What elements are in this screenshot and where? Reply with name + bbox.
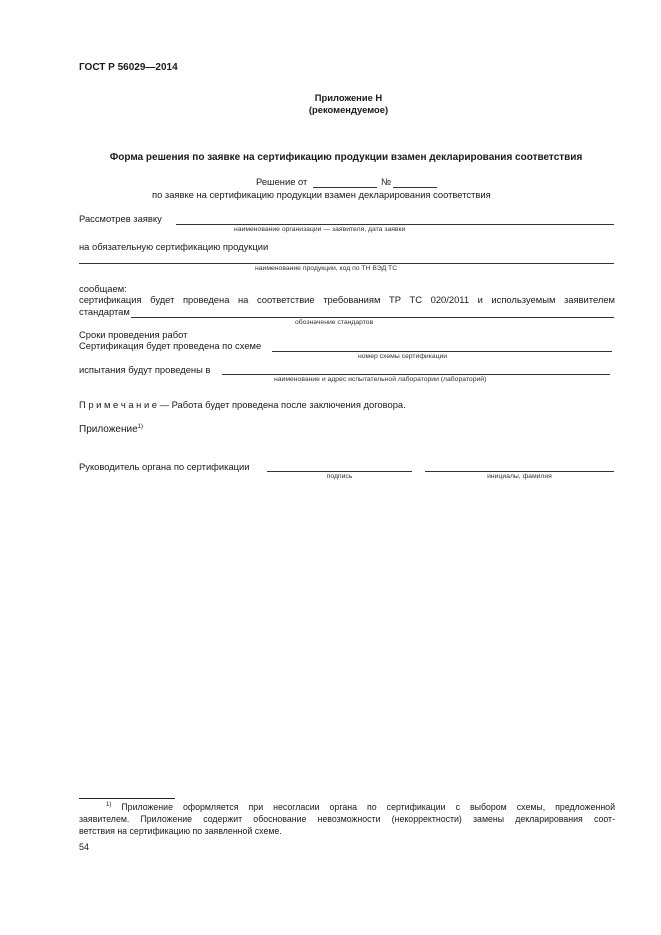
page-number: 54 bbox=[79, 842, 90, 852]
tests-label: испытания будут проведены в bbox=[79, 364, 211, 375]
terms-label: Сроки проведения работ bbox=[79, 329, 188, 340]
lab-caption: наименование и адрес испытательной лаборатории (лабораторий) bbox=[274, 376, 487, 383]
footnote-line-3: ветствия на сертификацию по заявленной схеме. bbox=[79, 826, 282, 836]
standards-caption: обозначение стандартов bbox=[295, 319, 374, 326]
applicant-blank bbox=[176, 224, 614, 225]
decision-label: Решение от bbox=[256, 176, 308, 187]
annex-status: (рекомендуемое) bbox=[308, 104, 389, 115]
mandatory-cert-label: на обязательную сертификацию продукции bbox=[79, 241, 269, 252]
decision-date-blank bbox=[313, 187, 377, 188]
note-label: П р и м е ч а н и е bbox=[79, 399, 158, 410]
signature-caption: подпись bbox=[326, 473, 353, 480]
footnote-line-2: заявителем. Приложение содержит обоснование невозможности (некорректности) замены декларирования соот- bbox=[79, 814, 615, 824]
annex-title: Приложение Н bbox=[314, 92, 383, 103]
scheme-label: Сертификация будет проведена по схеме bbox=[79, 340, 262, 351]
considered-label: Рассмотрев заявку bbox=[79, 213, 162, 224]
footnote-line-1 bbox=[79, 802, 615, 812]
standards-blank bbox=[131, 317, 614, 318]
cert-requirements-line: сертификация будет проведена на соответствие требованиям ТР ТС 020/2011 и используемым заявителем bbox=[79, 294, 615, 305]
note-text: — Работа будет проведена после заключения договора. bbox=[159, 399, 406, 410]
footnote-separator bbox=[79, 798, 175, 799]
applicant-caption: наименование организации — заявителя, дата заявки bbox=[234, 226, 406, 233]
product-caption: наименование продукции, код по ТН ВЭД ТС bbox=[255, 265, 398, 272]
lab-blank bbox=[222, 374, 610, 375]
scheme-blank bbox=[272, 351, 612, 352]
name-caption: инициалы, фамилия bbox=[487, 473, 552, 480]
decision-number-blank bbox=[393, 187, 437, 188]
footnote-marker: 1) bbox=[106, 802, 112, 808]
footnote-line1-text: Приложение оформляется при несогласии органа по сертификации с выбором схемы, предложенной bbox=[121, 802, 615, 812]
note bbox=[79, 399, 406, 410]
scheme-caption: номер схемы сертификации bbox=[358, 353, 448, 360]
inform-label: сообщаем: bbox=[79, 283, 127, 294]
appendix-footnote-ref: 1) bbox=[137, 424, 143, 430]
footnote-text-1 bbox=[79, 802, 615, 812]
product-blank bbox=[79, 263, 614, 264]
name-blank bbox=[425, 471, 614, 472]
standards-label: стандартам bbox=[79, 306, 130, 317]
head-label: Руководитель органа по сертификации bbox=[79, 461, 250, 472]
document-code: ГОСТ Р 56029—2014 bbox=[79, 62, 178, 73]
decision-subtitle: по заявке на сертификацию продукции взамен декларирования соответствия bbox=[152, 189, 491, 200]
appendix-label: Приложение bbox=[79, 424, 138, 435]
signature-blank bbox=[267, 471, 412, 472]
number-sign: № bbox=[381, 176, 392, 187]
appendix bbox=[79, 424, 143, 435]
form-title: Форма решения по заявке на сертификацию продукции взамен декларирования соответствия bbox=[109, 152, 583, 163]
